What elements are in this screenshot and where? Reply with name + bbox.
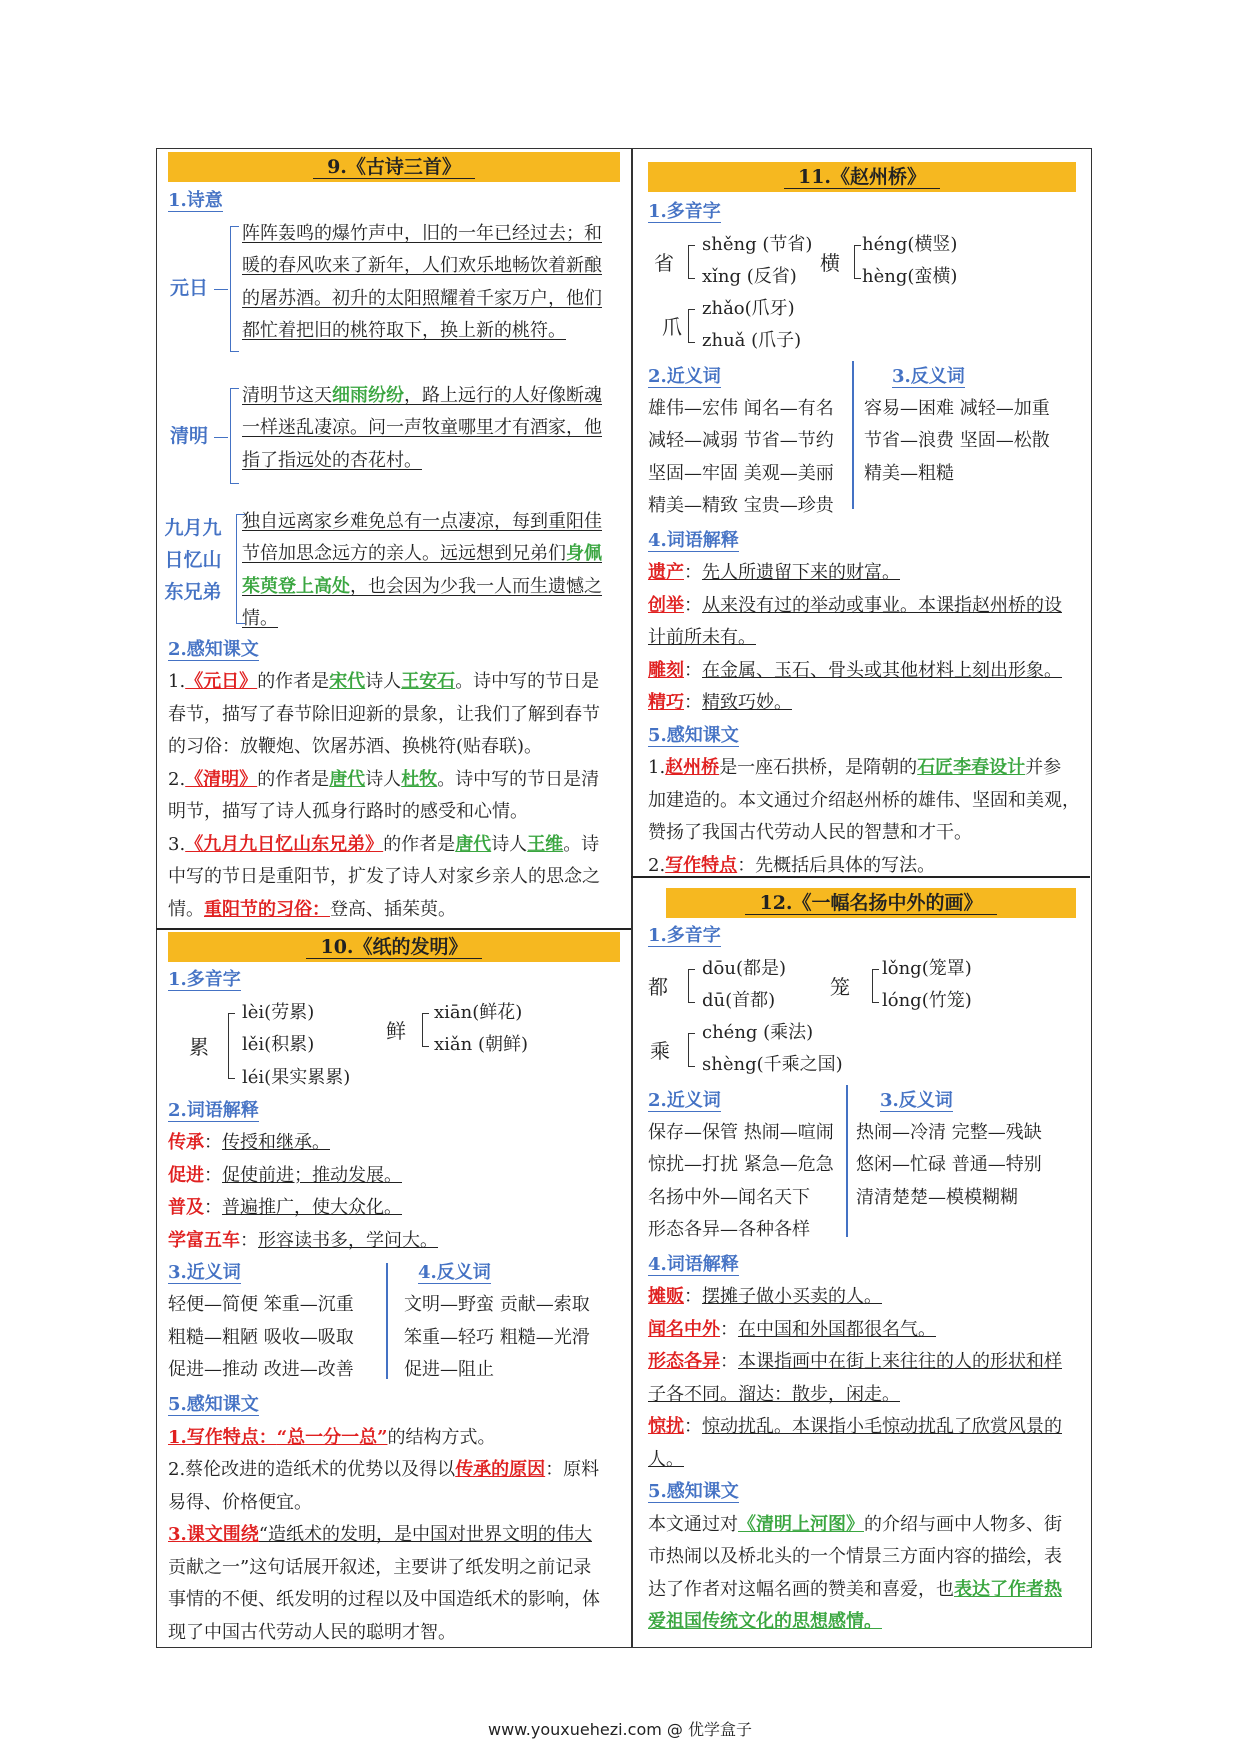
poem-yuanri	[164, 218, 624, 378]
antonym-list: 热闹—冷清 完整—残缺 悠闲—忙碌 普通—特别 清清楚楚—模模糊糊	[856, 1121, 1042, 1208]
lesson12-sec1: 1.多音字	[648, 925, 721, 946]
antonym-list: 文明—野蛮 贡献—索取 笨重—轻巧 粗糙—光滑 促进—阻止	[404, 1294, 590, 1380]
lesson12-sec4: 4.词语解释	[648, 1253, 739, 1275]
lesson10-sec2: 2.词语解释	[168, 1099, 259, 1121]
polyphone-char: 横	[820, 250, 840, 275]
synonym-list: 雄伟—宏伟 闻名—有名 减轻—减弱 节省—节约 坚固—牢固 美观—美丽 精美—精致 宝贵—珍贵	[648, 397, 834, 516]
right-column	[640, 150, 1086, 1639]
polyphone-char: 乘	[650, 1038, 670, 1063]
lesson10-summary: 1.写作特点：“总一分一总”的结构方式。 2.蔡伦改进的造纸术的优势以及得以传承的原因：原料 易得、价格便宜。 3.课文围绕“造纸术的发明，是中国对世界文明的伟大 贡献之一”这句话展开叙述，主要讲了纸发明之前记录 事情的不便、纸发明的过程以及中国造纸术的影响，体 现了中国古代劳动人民的聪明才智。	[168, 1426, 600, 1643]
lesson10-sec5: 5.感知课文	[168, 1394, 259, 1415]
lesson11-summary: 1.赵州桥是一座石拱桥，是隋朝的石匠李春设计并参 加建造的。本文通过介绍赵州桥的雄伟、坚固和美观， 赞扬了我国古代劳动人民的智慧和才干。 2.写作特点：先概括后具体的写法。	[648, 757, 1080, 876]
lesson9-sec2: 2.感知课文	[168, 638, 259, 660]
polyphone-char: 笼	[830, 974, 850, 999]
lesson11-words: 遗产：先人所遗留下来的财富。 创举：从来没有过的举动或事业。本课指赵州桥的设 计前所未有。 雕刻：在金属、玉石、骨头或其他材料上刻出形象。 精巧：精致巧妙。	[648, 562, 1062, 713]
lesson10-words: 传承：传授和继承。 促进：促使前进；推动发展。 普及：普遍推广，使大众化。 学富五车：形容读书多，学问大。	[168, 1132, 438, 1251]
poem-name: 清明	[169, 424, 208, 447]
lesson12-words: 摊贩：摆摊子做小买卖的人。 闻名中外：在中国和外国都很名气。 形态各异：本课指画中在街上来往往的人的形状和样 子各不同。溜达：散步，闲走。 惊扰：惊动扰乱。本课指小毛惊动扰乱了欣赏风景的 人。	[648, 1286, 1062, 1470]
left-column	[164, 150, 624, 1649]
polyphone-char: 省	[654, 250, 674, 275]
lesson10-sec1: 1.多音字	[168, 969, 241, 990]
polyphone-char: 累	[189, 1034, 209, 1059]
polyphone-char: 鲜	[386, 1018, 406, 1043]
poem-jiuyue	[164, 506, 624, 634]
poem-text: 独自远离家乡难免总有一点凄凉，每到重阳佳 节倍加思念远方的亲人。远远想到兄弟们身佩 茱萸登上高处，也会因为少我一人而生遗憾之 情。	[242, 510, 602, 629]
synonym-list: 轻便—简便 笨重—沉重 粗糙—粗陋 吸收—吸取 促进—推动 改进—改善	[168, 1294, 354, 1380]
lesson11-title: 11.《赵州桥》	[784, 166, 940, 189]
lesson11-sec1: 1.多音字	[648, 201, 721, 222]
lesson11-title-bar	[648, 162, 1076, 192]
lesson12-title: 12.《一幅名扬中外的画》	[745, 892, 996, 915]
poem-text: 清明节这天细雨纷纷，路上远行的人好像断魂 一样迷乱凄凉。问一声牧童哪里才有酒家，他 指了指远处的杏花村。	[242, 384, 602, 471]
lesson10-syn-ant: 3.近义词 4.反义词 轻便—简便 笨重—沉重 粗糙—粗陋 吸收—吸取 促进—推动 改进—改善 文明—野蛮 贡献—索取 笨重—轻巧 粗糙—光滑 促进—阻止	[164, 1257, 624, 1389]
lesson9-summary: 1.《元日》的作者是宋代诗人王安石。诗中写的节日是 春节，描写了春节除旧迎新的景象，让我们了解到春节 的习俗：放鞭炮、饮屠苏酒、换桃符(贴春联)。 2.《清明》的作者是唐代诗人杜牧。诗中写的节日是清 明节，描写了诗人孤身行路时的感受和心情。 3.《九月九日忆山东兄弟》的作者是唐代诗人王维。诗 中写的节日是重阳节，扩发了诗人对家乡亲人的思念之 情。重阳节的习俗：登高、插茱萸。	[168, 671, 600, 920]
lesson12-title-bar	[666, 888, 1076, 918]
lesson10-title-bar	[168, 932, 620, 962]
lesson11-sec5: 5.感知课文	[648, 724, 739, 746]
antonym-list: 容易—困难 减轻—加重 节省—浪费 坚固—松散 精美—粗糙	[864, 397, 1050, 484]
lesson12-syn-ant: 2.近义词 3.反义词 保存—保管 热闹—喧闹 惊扰—打扰 紧急—危急 名扬中外—闻名天下 形态各异—各种各样 热闹—冷清 完整—残缺 悠闲—忙碌 普通—特别 清清楚楚—模模糊糊	[640, 1085, 1086, 1249]
lesson12-sec5: 5.感知课文	[648, 1481, 739, 1502]
lesson11-sec4: 4.词语解释	[648, 529, 739, 551]
poem-qingming	[164, 378, 624, 506]
lesson11-polyphones: 省 shěng (节省) xǐng (反省) 横 héng(横竖) hèng(蛮横) 爪 zhǎo(爪牙) zhuǎ (爪子)	[654, 233, 958, 351]
poem-name: 九月九 日忆山 东兄弟	[164, 516, 222, 603]
poem-name: 元日	[169, 276, 208, 299]
polyphone-char: 都	[648, 974, 668, 999]
synonym-list: 保存—保管 热闹—喧闹 惊扰—打扰 紧急—危急 名扬中外—闻名天下 形态各异—各种各样	[648, 1121, 834, 1240]
poem-text: 阵阵轰鸣的爆竹声中，旧的一年已经过去；和 暖的春风吹来了新年，人们欢乐地畅饮着新酿 的屠苏酒。初升的太阳照耀着千家万户，他们 都忙着把旧的桃符取下，换上新的桃符。	[242, 222, 602, 341]
lesson11-syn-ant: 2.近义词 3.反义词 雄伟—宏伟 闻名—有名 减轻—减弱 节省—节约 坚固—牢固 美观—美丽 精美—精致 宝贵—珍贵 容易—困难 减轻—加重 节省—浪费 坚固—松散 精美—粗糙	[640, 361, 1086, 525]
lesson10-title: 10.《纸的发明》	[306, 936, 481, 959]
footer-watermark: www.youxuehezi.com @ 优学盒子	[488, 1720, 752, 1739]
lesson9-title: 9.《古诗三首》	[313, 156, 475, 179]
column-divider	[631, 148, 633, 1648]
lesson12-polyphones: 都 dōu(都是) dū(首都) 笼 lǒng(笼罩) lóng(竹笼) 乘 chéng (乘法) shèng(千乘之国)	[648, 957, 972, 1075]
lesson10-polyphones: 累 lèi(劳累) lěi(积累) léi(果实累累) 鲜 xiān(鲜花) xiǎn (朝鲜)	[189, 1001, 528, 1088]
lesson12-summary: 本文通过对《清明上河图》的介绍与画中人物多、街 市热闹以及桥北头的一个情景三方面内容的描绘，表 达了作者对这幅名画的赞美和喜爱，也表达了作者热 爱祖国传统文化的思想感情。	[648, 1513, 1062, 1632]
lesson9-title-bar	[168, 152, 620, 182]
lesson9-sec1: 1.诗意	[168, 190, 223, 211]
polyphone-char: 爪	[662, 314, 682, 339]
